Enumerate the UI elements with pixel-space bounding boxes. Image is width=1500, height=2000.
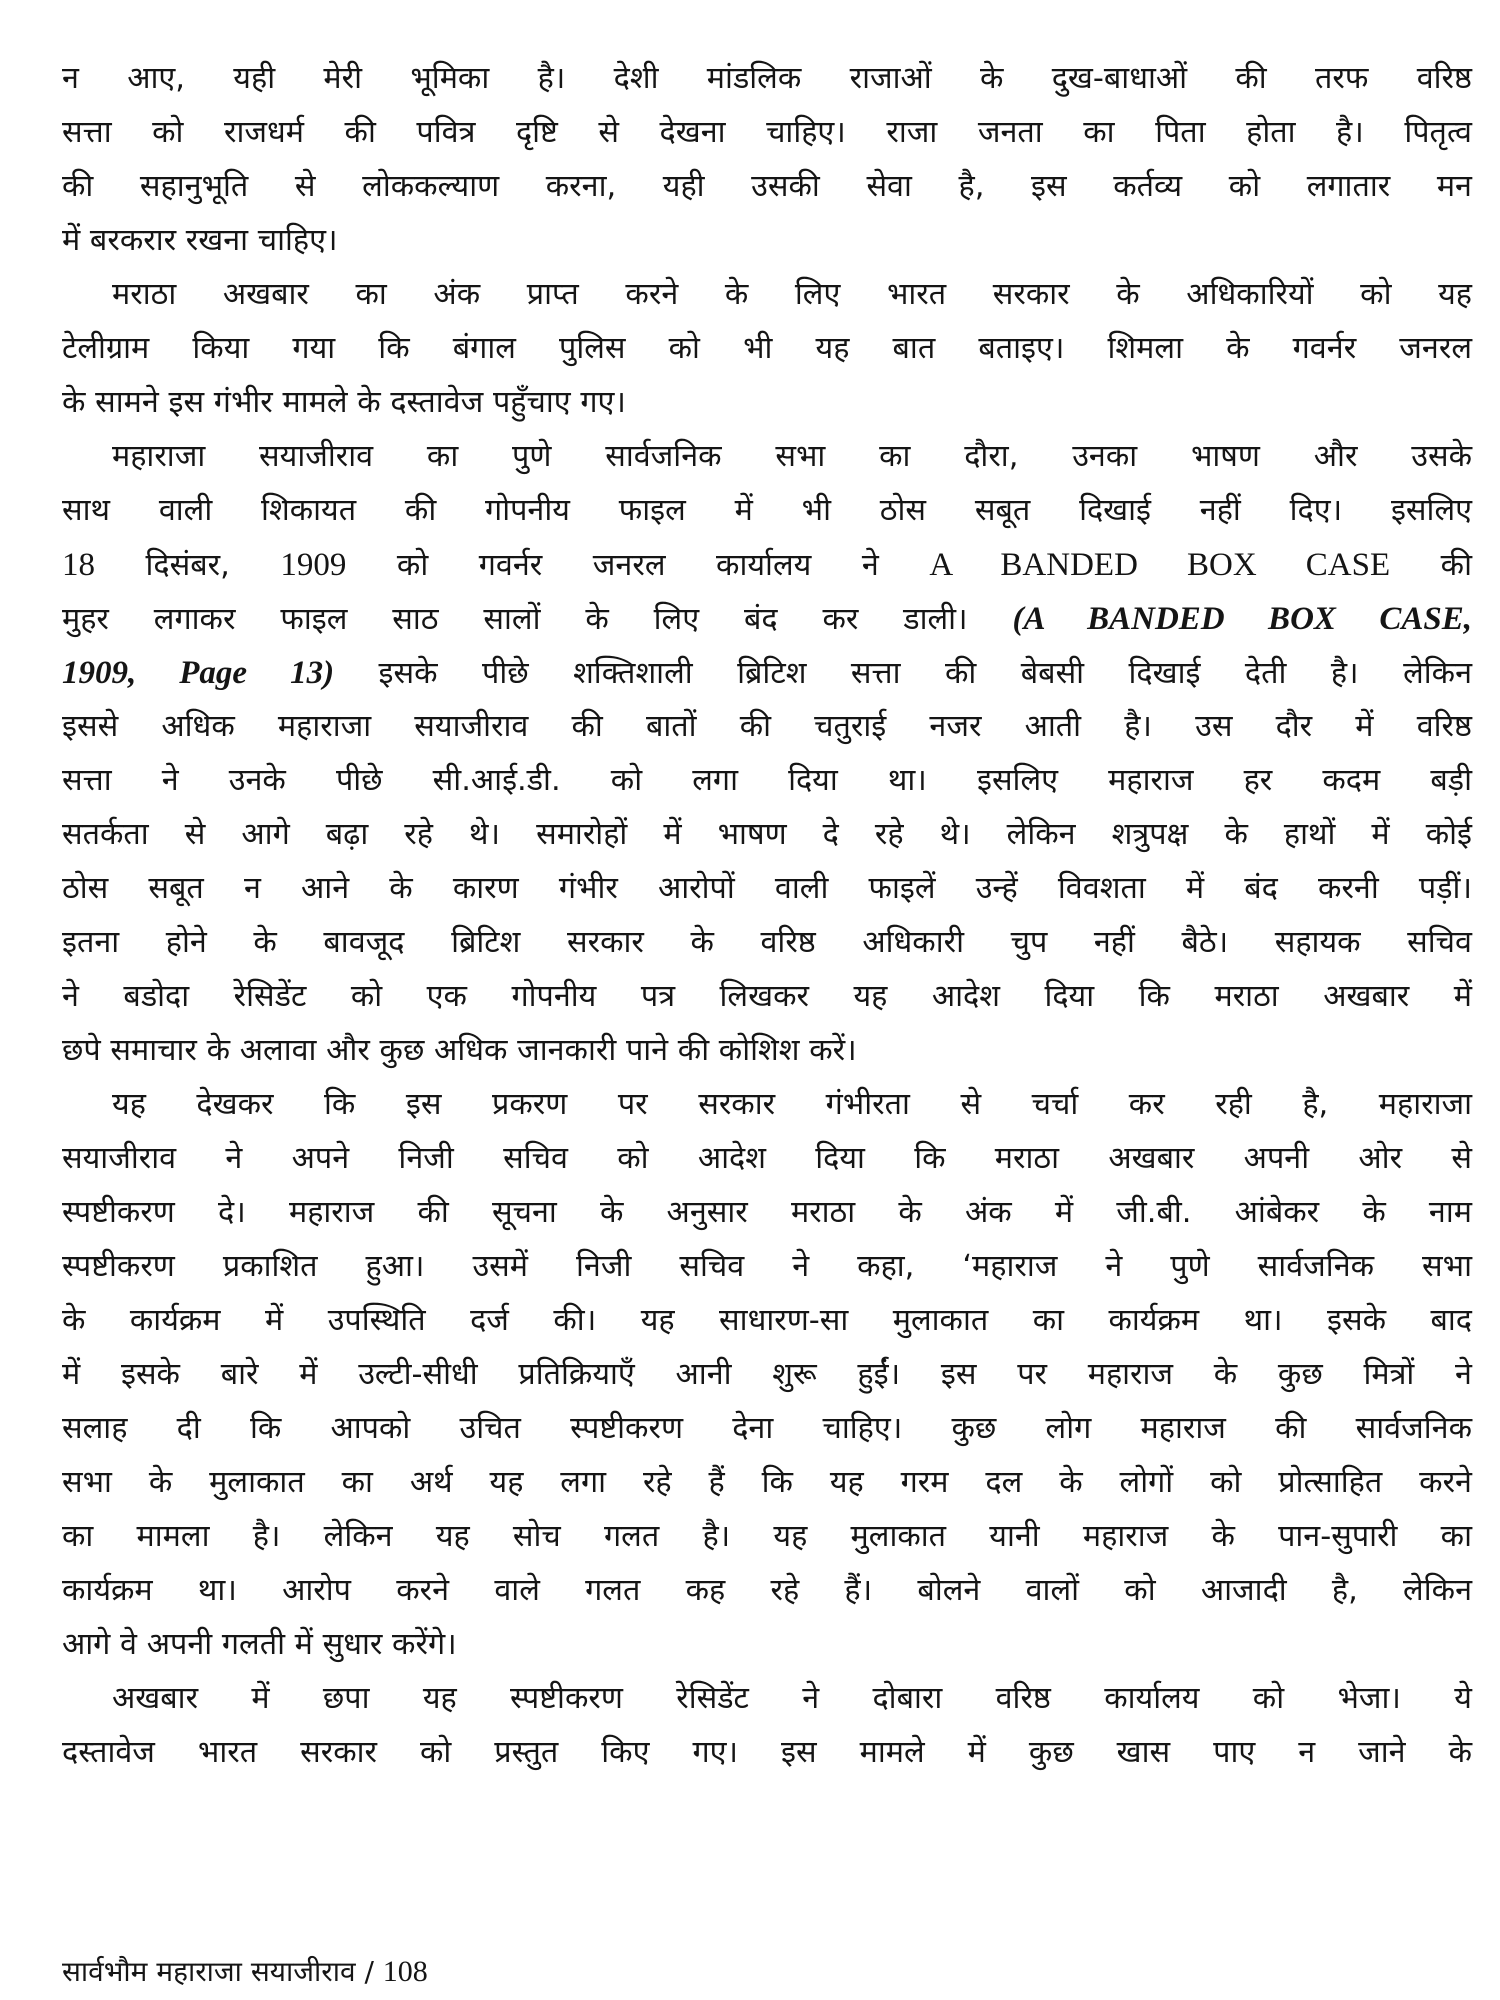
text-line xyxy=(62,1564,1472,1618)
text-line xyxy=(62,1132,1472,1186)
text-segment: सभा के मुलाकात का अर्थ यह लगा रहे हैं कि यह गरम दल के लोगों को प्रोत्साहित करने xyxy=(62,1465,1472,1500)
text-line xyxy=(62,268,1472,322)
text-line xyxy=(62,808,1472,862)
text-segment: के सामने इस गंभीर मामले के दस्तावेज पहुँचाए गए। xyxy=(62,385,626,420)
text-segment: 1909 xyxy=(280,547,347,583)
text-line xyxy=(62,106,1472,160)
text-segment: 18 xyxy=(62,547,95,583)
text-segment: सयाजीराव ने अपने निजी सचिव को आदेश दिया कि मराठा अखबार अपनी ओर से xyxy=(62,1141,1472,1176)
text-segment: ठोस सबूत न आने के कारण गंभीर आरोपों वाली फाइलें उन्हें विवशता में बंद करनी पड़ीं। xyxy=(62,871,1472,906)
text-segment: अखबार में छपा यह स्पष्टीकरण रेसिडेंट ने दोबारा वरिष्ठ कार्यालय को भेजा। ये xyxy=(112,1681,1472,1716)
text-line xyxy=(62,484,1472,538)
paragraph xyxy=(62,1078,1472,1672)
text-line xyxy=(62,160,1472,214)
text-line xyxy=(62,646,1472,700)
text-segment: कार्यक्रम था। आरोप करने वाले गलत कह रहे हैं। बोलने वालों को आजादी है, लेकिन xyxy=(62,1573,1472,1608)
text-segment: में इसके बारे में उल्टी-सीधी प्रतिक्रियाएँ आनी शुरू हुईं। इस पर महाराज के कुछ मित्रों ने xyxy=(62,1357,1472,1392)
paragraph xyxy=(62,430,1472,1078)
text-segment: सत्ता ने उनके पीछे सी.आई.डी. को लगा दिया था। इसलिए महाराज हर कदम बड़ी xyxy=(62,763,1472,798)
text-line xyxy=(62,1672,1472,1726)
paragraph xyxy=(62,268,1472,430)
text-line xyxy=(62,1726,1472,1780)
text-segment: इतना होने के बावजूद ब्रिटिश सरकार के वरिष्ठ अधिकारी चुप नहीं बैठे। सहायक सचिव xyxy=(62,925,1472,960)
paragraph xyxy=(62,1672,1472,1780)
text-segment: न आए, यही मेरी भूमिका है। देशी मांडलिक राजाओं के दुख-बाधाओं की तरफ वरिष्ठ xyxy=(62,61,1472,96)
text-segment: छपे समाचार के अलावा और कुछ अधिक जानकारी पाने की कोशिश करें। xyxy=(62,1033,857,1068)
text-segment: मुहर लगाकर फाइल साठ सालों के लिए बंद कर डाली। xyxy=(62,602,1013,637)
text-segment: साथ वाली शिकायत की गोपनीय फाइल में भी ठोस सबूत दिखाई नहीं दिए। इसलिए xyxy=(62,493,1472,528)
text-line xyxy=(62,1186,1472,1240)
text-segment: यह देखकर कि इस प्रकरण पर सरकार गंभीरता से चर्चा कर रही है, महाराजा xyxy=(112,1087,1472,1122)
page-footer xyxy=(62,1952,428,1992)
text-line xyxy=(62,322,1472,376)
text-segment: महाराजा सयाजीराव का पुणे सार्वजनिक सभा का दौरा, उनका भाषण और उसके xyxy=(112,439,1472,474)
text-line xyxy=(62,1510,1472,1564)
text-line xyxy=(62,538,1472,592)
text-segment: ने बडोदा रेसिडेंट को एक गोपनीय पत्र लिखकर यह आदेश दिया कि मराठा अखबार में xyxy=(62,979,1472,1014)
text-line xyxy=(62,1402,1472,1456)
text-segment: की xyxy=(1390,548,1472,583)
text-line xyxy=(62,1456,1472,1510)
text-line xyxy=(62,754,1472,808)
text-segment: में बरकरार रखना चाहिए। xyxy=(62,223,338,258)
text-segment: टेलीग्राम किया गया कि बंगाल पुलिस को भी यह बात बताइए। शिमला के गवर्नर जनरल xyxy=(62,331,1472,366)
text-line xyxy=(62,592,1472,646)
text-segment: सतर्कता से आगे बढ़ा रहे थे। समारोहों में भाषण दे रहे थे। लेकिन शत्रुपक्ष के हाथों में कोई xyxy=(62,817,1472,852)
text-segment: स्पष्टीकरण प्रकाशित हुआ। उसमें निजी सचिव ने कहा, ‘महाराज ने पुणे सार्वजनिक सभा xyxy=(62,1249,1472,1284)
text-line xyxy=(62,52,1472,106)
text-segment: A BANDED BOX CASE xyxy=(929,547,1391,583)
text-line xyxy=(62,862,1472,916)
text-segment: स्पष्टीकरण दे। महाराज की सूचना के अनुसार मराठा के अंक में जी.बी. आंबेकर के नाम xyxy=(62,1195,1472,1230)
text-segment: दस्तावेज भारत सरकार को प्रस्तुत किए गए। इस मामले में कुछ खास पाए न जाने के xyxy=(62,1735,1472,1770)
text-segment: की सहानुभूति से लोककल्याण करना, यही उसकी सेवा है, इस कर्तव्य को लगातार मन xyxy=(62,169,1472,204)
body-text xyxy=(62,52,1472,1780)
text-segment: के कार्यक्रम में उपस्थिति दर्ज की। यह साधारण-सा मुलाकात का कार्यक्रम था। इसके बाद xyxy=(62,1303,1472,1338)
text-line xyxy=(62,1294,1472,1348)
text-line xyxy=(62,1078,1472,1132)
text-segment: (A BANDED BOX CASE, xyxy=(1012,601,1472,637)
text-segment: आगे वे अपनी गलती में सुधार करेंगे। xyxy=(62,1627,457,1662)
text-line xyxy=(62,214,1472,268)
text-segment: को गवर्नर जनरल कार्यालय ने xyxy=(346,548,930,583)
text-line xyxy=(62,970,1472,1024)
text-segment: दिसंबर, xyxy=(95,548,281,583)
text-segment: का मामला है। लेकिन यह सोच गलत है। यह मुलाकात यानी महाराज के पान-सुपारी का xyxy=(62,1519,1472,1554)
text-line xyxy=(62,1618,1472,1672)
footer-separator: / xyxy=(355,1955,383,1988)
text-line xyxy=(62,700,1472,754)
text-line xyxy=(62,1024,1472,1078)
footer-book-title: सार्वभौम महाराजा सयाजीराव xyxy=(62,1955,356,1988)
paragraph xyxy=(62,52,1472,268)
text-segment: मराठा अखबार का अंक प्राप्त करने के लिए भारत सरकार के अधिकारियों को यह xyxy=(112,277,1472,312)
text-line xyxy=(62,430,1472,484)
text-line xyxy=(62,1240,1472,1294)
text-segment: इससे अधिक महाराजा सयाजीराव की बातों की चतुराई नजर आती है। उस दौर में वरिष्ठ xyxy=(62,709,1472,744)
text-segment: 1909, Page 13) xyxy=(62,655,335,691)
text-line xyxy=(62,376,1472,430)
text-segment: इसके पीछे शक्तिशाली ब्रिटिश सत्ता की बेबसी दिखाई देती है। लेकिन xyxy=(334,656,1472,691)
footer-page-number: 108 xyxy=(382,1955,428,1988)
book-page xyxy=(62,52,1472,1992)
text-line xyxy=(62,1348,1472,1402)
text-segment: सत्ता को राजधर्म की पवित्र दृष्टि से देखना चाहिए। राजा जनता का पिता होता है। पितृत्व xyxy=(62,115,1472,150)
text-line xyxy=(62,916,1472,970)
text-segment: सलाह दी कि आपको उचित स्पष्टीकरण देना चाहिए। कुछ लोग महाराज की सार्वजनिक xyxy=(62,1411,1472,1446)
